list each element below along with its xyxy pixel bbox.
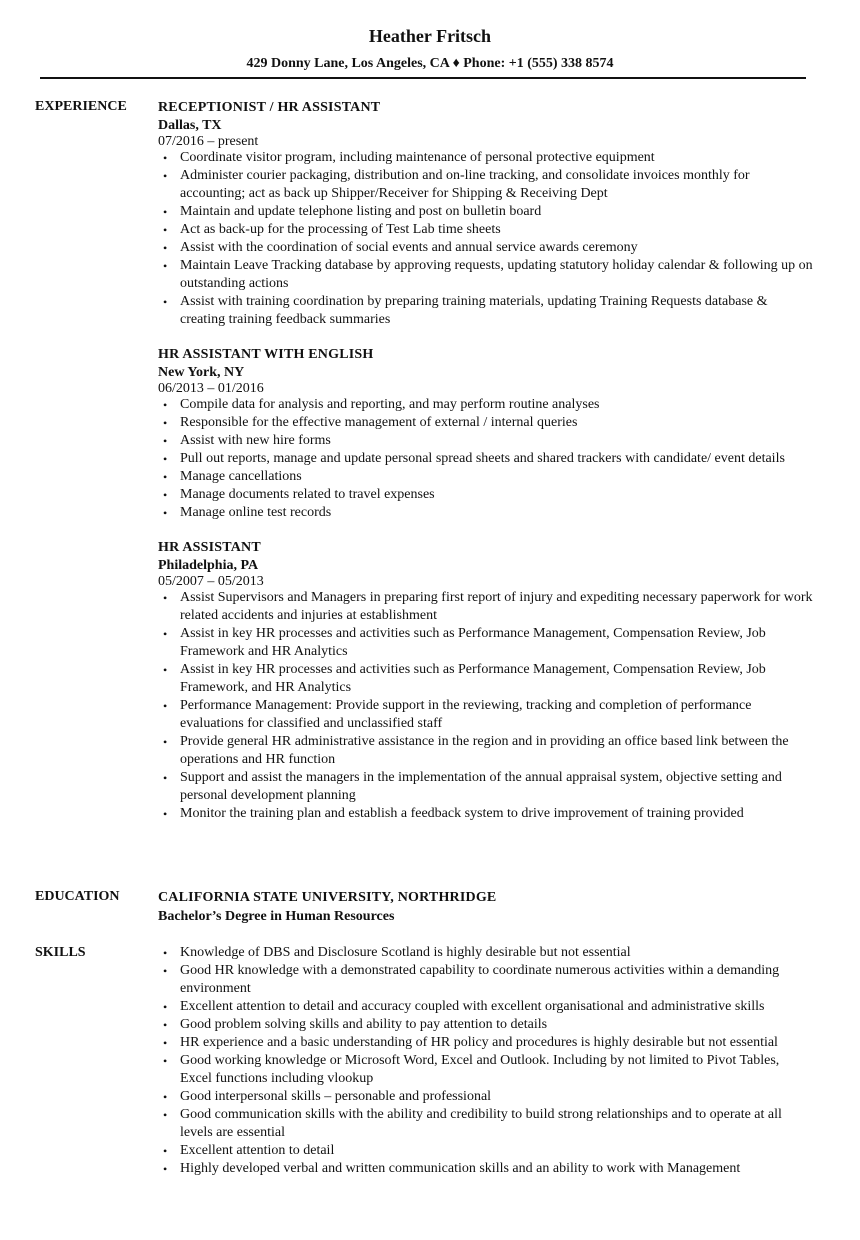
job-location: Dallas, TX [158,118,222,133]
list-item [158,414,813,432]
resume-header [0,24,860,73]
job-title: RECEPTIONIST / HR ASSISTANT [158,100,381,115]
list-item [158,1088,813,1106]
list-item-text: Support and assist the managers in the implementation of the annual appraisal system, objective setting and personal development planning [180,770,782,803]
list-item-text: Maintain Leave Tracking database by approving requests, updating statutory holiday calendar & following up on outstanding actions [180,258,813,291]
list-item-text: Highly developed verbal and written communication skills and an ability to work with Management [180,1161,741,1176]
bullet-icon: • [163,1162,168,1176]
job-duties-list [158,149,813,329]
list-item [158,293,813,329]
bullet-icon: • [163,591,168,605]
list-item [158,697,813,733]
list-item-text: Maintain and update telephone listing and post on bulletin board [180,204,542,219]
list-item-text: Good problem solving skills and ability to pay attention to details [180,1017,548,1032]
bullet-icon: • [163,1144,168,1158]
bullet-icon: • [163,259,168,273]
list-item [158,998,813,1016]
job-dates: 05/2007 – 05/2013 [158,574,264,589]
list-item [158,1106,813,1142]
list-item-text: Manage online test records [180,505,332,520]
job-dates: 07/2016 – present [158,134,259,149]
list-item-text: Administer courier packaging, distribution and on-line tracking, and consolidate invoices monthly for accounting; act as back up Shipper/Receiver for Shipping & Receiving Dept [180,168,750,201]
job-entry [158,345,813,522]
list-item-text: Provide general HR administrative assistance in the region and in providing an office based link between the operations and HR function [180,734,789,767]
skills-body [158,944,813,1178]
list-item [158,1016,813,1034]
bullet-icon: • [163,1000,168,1014]
list-item [158,450,813,468]
bullet-icon: • [163,946,168,960]
job-title: HR ASSISTANT [158,540,261,555]
bullet-icon: • [163,452,168,466]
list-item-text: Performance Management: Provide support in the reviewing, tracking and completion of performance evaluations for classified and unclassified staff [180,698,752,731]
list-item-text: Assist with training coordination by preparing training materials, updating Training Requests database & creating training feedback summaries [180,294,768,327]
list-item [158,661,813,697]
bullet-icon: • [163,735,168,749]
list-item-text: Compile data for analysis and reporting, and may perform routine analyses [180,397,600,412]
list-item [158,733,813,769]
experience-body [158,98,813,839]
degree-name: Bachelor’s Degree in Human Resources [158,909,395,924]
list-item-text: Manage documents related to travel expenses [180,487,435,502]
bullet-icon: • [163,627,168,641]
list-item [158,1142,813,1160]
bullet-icon: • [163,488,168,502]
list-item [158,203,813,221]
section-heading-skills: SKILLS [35,945,86,960]
list-item-text: Knowledge of DBS and Disclosure Scotland is highly desirable but not essential [180,945,631,960]
bullet-icon: • [163,964,168,978]
job-title: HR ASSISTANT WITH ENGLISH [158,347,374,362]
job-duties-list [158,396,813,522]
bullet-icon: • [163,470,168,484]
list-item-text: Assist in key HR processes and activities such as Performance Management, Compensation Review, Job Framework and HR Analytics [180,626,766,659]
list-item-text: Good communication skills with the ability and credibility to build strong relationships and to operate at all levels are essential [180,1107,782,1140]
list-item-text: Excellent attention to detail and accuracy coupled with excellent organisational and administrative skills [180,999,765,1014]
list-item-text: Act as back-up for the processing of Test Lab time sheets [180,222,501,237]
list-item [158,589,813,625]
job-entry [158,538,813,823]
list-item [158,221,813,239]
list-item [158,1160,813,1178]
bullet-icon: • [163,223,168,237]
job-dates: 06/2013 – 01/2016 [158,381,264,396]
bullet-icon: • [163,1054,168,1068]
bullet-icon: • [163,663,168,677]
list-item [158,468,813,486]
list-item-text: Assist with new hire forms [180,433,331,448]
bullet-icon: • [163,295,168,309]
list-item-text: Coordinate visitor program, including maintenance of personal protective equipment [180,150,655,165]
list-item [158,257,813,293]
bullet-icon: • [163,1018,168,1032]
school-name: CALIFORNIA STATE UNIVERSITY, NORTHRIDGE [158,890,497,905]
list-item-text: Good working knowledge or Microsoft Word, Excel and Outlook. Including by not limited to Pivot Tables, Excel functions including vlookup [180,1053,780,1086]
contact-line: 429 Donny Lane, Los Angeles, CA ♦ Phone: +1 (555) 338 8574 [246,56,614,71]
list-item-text: Pull out reports, manage and update personal spread sheets and shared trackers with candidate/ event details [180,451,785,466]
list-item [158,962,813,998]
bullet-icon: • [163,771,168,785]
list-item-text: Assist Supervisors and Managers in preparing first report of injury and expediting necessary paperwork for work related accidents and injuries at establishment [180,590,813,623]
list-item [158,486,813,504]
list-item-text: Monitor the training plan and establish a feedback system to drive improvement of training provided [180,806,744,821]
bullet-icon: • [163,434,168,448]
bullet-icon: • [163,1036,168,1050]
bullet-icon: • [163,1108,168,1122]
bullet-icon: • [163,398,168,412]
list-item-text: HR experience and a basic understanding of HR policy and procedures is highly desirable but not essential [180,1035,778,1050]
job-entry [158,98,813,329]
education-body [158,888,813,926]
list-item [158,769,813,805]
list-item-text: Good HR knowledge with a demonstrated capability to coordinate numerous activities within a demanding environment [180,963,780,996]
bullet-icon: • [163,807,168,821]
bullet-icon: • [163,1090,168,1104]
list-item [158,239,813,257]
bullet-icon: • [163,205,168,219]
job-location: New York, NY [158,365,245,380]
list-item [158,396,813,414]
list-item [158,944,813,962]
list-item [158,805,813,823]
job-location: Philadelphia, PA [158,558,259,573]
list-item [158,167,813,203]
list-item-text: Responsible for the effective management of external / internal queries [180,415,578,430]
job-duties-list [158,589,813,823]
list-item [158,504,813,522]
bullet-icon: • [163,506,168,520]
section-heading-education: EDUCATION [35,889,120,904]
list-item-text: Good interpersonal skills – personable and professional [180,1089,492,1104]
candidate-name: Heather Fritsch [368,26,492,46]
bullet-icon: • [163,699,168,713]
list-item [158,149,813,167]
section-heading-experience: EXPERIENCE [35,99,127,114]
list-item [158,432,813,450]
bullet-icon: • [163,169,168,183]
skills-list [158,944,813,1178]
list-item-text: Manage cancellations [180,469,302,484]
list-item-text: Assist with the coordination of social events and annual service awards ceremony [180,240,638,255]
bullet-icon: • [163,151,168,165]
list-item [158,1034,813,1052]
list-item-text: Excellent attention to detail [180,1143,335,1158]
list-item-text: Assist in key HR processes and activities such as Performance Management, Compensation Review, Job Framework, and HR Analytics [180,662,766,695]
bullet-icon: • [163,416,168,430]
header-divider [40,77,806,79]
list-item [158,1052,813,1088]
bullet-icon: • [163,241,168,255]
list-item [158,625,813,661]
